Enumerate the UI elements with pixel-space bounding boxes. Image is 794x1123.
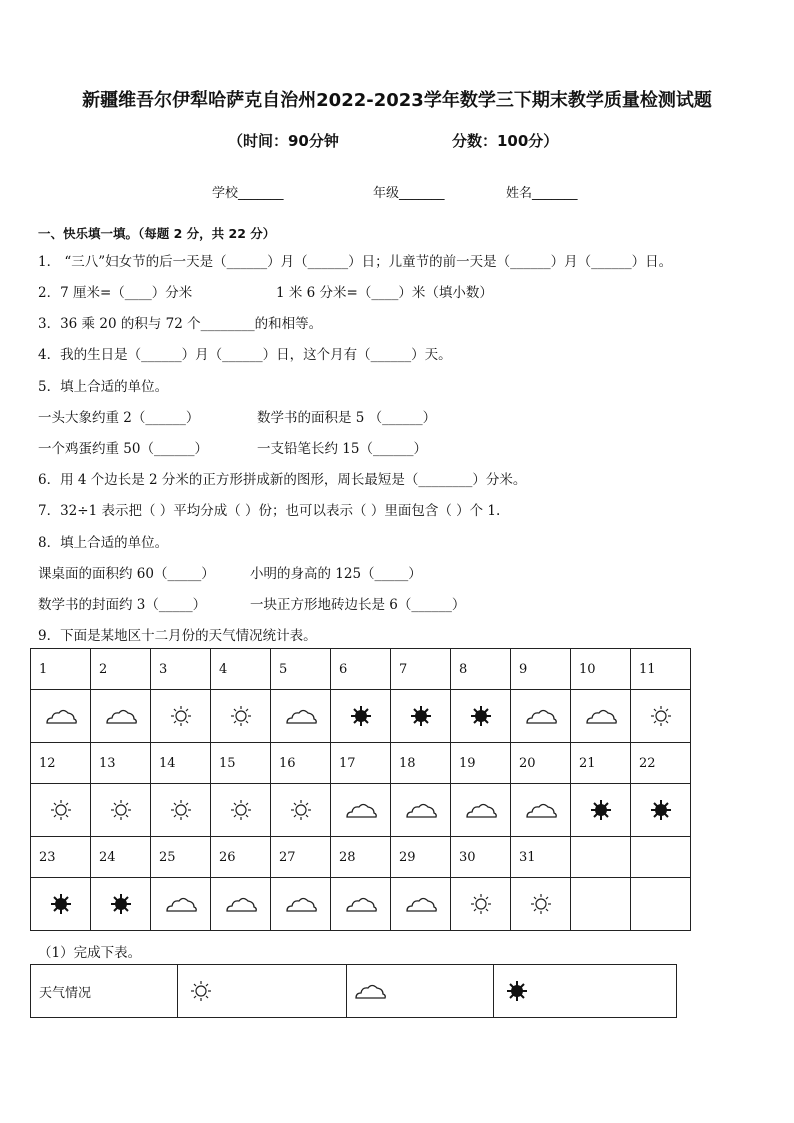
day-number-cell: 22 bbox=[631, 743, 691, 784]
day-number-cell: 14 bbox=[151, 743, 211, 784]
cloud-icon bbox=[164, 893, 198, 915]
weather-icon-cell bbox=[271, 690, 331, 743]
weather-icon-cell bbox=[211, 878, 271, 931]
day-number-cell: 10 bbox=[571, 649, 631, 690]
question-5b: 数学书的面积是 5 （______） bbox=[257, 410, 437, 426]
day-number-cell: 28 bbox=[331, 837, 391, 878]
snow-icon bbox=[584, 799, 618, 821]
cloud-icon bbox=[344, 893, 378, 915]
day-number-cell: 12 bbox=[31, 743, 91, 784]
day-number-cell: 24 bbox=[91, 837, 151, 878]
snow-icon bbox=[644, 799, 678, 821]
question-8d: 一块正方形地砖边长是 6（______） bbox=[250, 597, 466, 613]
question-6: 6．用 4 个边长是 2 分米的正方形拼成新的图形，周长最短是（________）分米。 bbox=[38, 472, 527, 488]
day-number-cell: 4 bbox=[211, 649, 271, 690]
summary-cell-sun[interactable] bbox=[178, 965, 347, 1018]
cloud-icon bbox=[284, 893, 318, 915]
day-number-cell: 8 bbox=[451, 649, 511, 690]
sun-icon bbox=[224, 799, 258, 821]
day-number-cell: 15 bbox=[211, 743, 271, 784]
sun-icon bbox=[164, 705, 198, 727]
name-field[interactable]: 姓名_______ bbox=[506, 186, 578, 201]
question-9-1: （1）完成下表。 bbox=[38, 945, 142, 961]
weather-icon-cell bbox=[331, 690, 391, 743]
sun-icon bbox=[44, 799, 78, 821]
school-field[interactable]: 学校_______ bbox=[212, 186, 284, 201]
summary-table bbox=[30, 964, 677, 1018]
day-number-cell: 5 bbox=[271, 649, 331, 690]
snow-icon bbox=[404, 705, 438, 727]
day-number-cell: 23 bbox=[31, 837, 91, 878]
question-1: 1． “三八”妇女节的后一天是（______）月（______）日；儿童节的前一天是（______）月（______）日。 bbox=[38, 254, 673, 270]
question-2b: 1 米 6 分米=（____）米（填小数） bbox=[276, 285, 493, 301]
weather-icon-cell bbox=[91, 878, 151, 931]
section-heading: 一、快乐填一填。（每题 2 分，共 22 分） bbox=[38, 226, 276, 241]
cloud-icon bbox=[404, 799, 438, 821]
sun-icon bbox=[644, 705, 678, 727]
summary-label: 天气情况 bbox=[31, 965, 178, 1018]
weather-icon-cell bbox=[451, 878, 511, 931]
page-title: 新疆维吾尔伊犁哈萨克自治州2022-2023学年数学三下期末教学质量检测试题 bbox=[82, 90, 712, 111]
snow-icon bbox=[464, 705, 498, 727]
question-5d: 一支铅笔长约 15（______） bbox=[257, 441, 427, 457]
sun-icon bbox=[104, 799, 138, 821]
weather-icon-cell bbox=[151, 784, 211, 837]
question-9: 9．下面是某地区十二月份的天气情况统计表。 bbox=[38, 628, 317, 644]
cloud-icon bbox=[524, 705, 558, 727]
question-3: 3．36 乘 20 的积与 72 个________的和相等。 bbox=[38, 316, 323, 332]
day-number-cell: 11 bbox=[631, 649, 691, 690]
day-number-cell: 13 bbox=[91, 743, 151, 784]
question-5c: 一个鸡蛋约重 50（______） bbox=[38, 441, 208, 457]
question-8c: 数学书的封面约 3（_____） bbox=[38, 597, 207, 613]
day-number-cell: 26 bbox=[211, 837, 271, 878]
day-number-cell: 20 bbox=[511, 743, 571, 784]
sun-icon bbox=[164, 799, 198, 821]
weather-table bbox=[30, 648, 691, 931]
weather-icon-cell bbox=[91, 690, 151, 743]
sun-icon bbox=[464, 893, 498, 915]
weather-icon-cell bbox=[571, 878, 631, 931]
day-number-cell: 29 bbox=[391, 837, 451, 878]
weather-icon-cell bbox=[31, 784, 91, 837]
day-number-cell: 27 bbox=[271, 837, 331, 878]
day-number-cell: 16 bbox=[271, 743, 331, 784]
question-5: 5．填上合适的单位。 bbox=[38, 379, 169, 395]
day-number-cell: 25 bbox=[151, 837, 211, 878]
weather-icon-cell bbox=[331, 784, 391, 837]
snow-icon bbox=[500, 980, 534, 1002]
day-number-cell bbox=[631, 837, 691, 878]
weather-icon-cell bbox=[91, 784, 151, 837]
question-8: 8．填上合适的单位。 bbox=[38, 535, 169, 551]
cloud-icon bbox=[353, 980, 387, 1002]
weather-icon-cell bbox=[511, 690, 571, 743]
snow-icon bbox=[44, 893, 78, 915]
snow-icon bbox=[104, 893, 138, 915]
cloud-icon bbox=[524, 799, 558, 821]
weather-icon-cell bbox=[391, 784, 451, 837]
cloud-icon bbox=[584, 705, 618, 727]
question-8a: 课桌面的面积约 60（_____） bbox=[38, 566, 215, 582]
day-number-cell: 1 bbox=[31, 649, 91, 690]
question-7: 7．32÷1 表示把（ ）平均分成（ ）份；也可以表示（ ）里面包含（ ）个 1. bbox=[38, 503, 501, 519]
question-2a: 2．7 厘米=（____）分米 bbox=[38, 285, 193, 301]
weather-icon-cell bbox=[631, 690, 691, 743]
weather-icon-cell bbox=[451, 690, 511, 743]
weather-icon-cell bbox=[151, 878, 211, 931]
cloud-icon bbox=[44, 705, 78, 727]
day-number-cell: 19 bbox=[451, 743, 511, 784]
grade-field[interactable]: 年级_______ bbox=[373, 186, 445, 201]
day-number-cell: 6 bbox=[331, 649, 391, 690]
weather-icon-cell bbox=[631, 878, 691, 931]
weather-icon-cell bbox=[211, 784, 271, 837]
weather-icon-cell bbox=[151, 690, 211, 743]
snow-icon bbox=[344, 705, 378, 727]
weather-icon-cell bbox=[511, 878, 571, 931]
day-number-cell: 18 bbox=[391, 743, 451, 784]
day-number-cell: 21 bbox=[571, 743, 631, 784]
weather-icon-cell bbox=[271, 878, 331, 931]
day-number-cell: 3 bbox=[151, 649, 211, 690]
day-number-cell: 31 bbox=[511, 837, 571, 878]
question-5a: 一头大象约重 2（______） bbox=[38, 410, 200, 426]
day-number-cell bbox=[571, 837, 631, 878]
exam-score: 分数：100分） bbox=[452, 132, 559, 150]
summary-cell-cloud[interactable] bbox=[347, 965, 494, 1018]
day-number-cell: 7 bbox=[391, 649, 451, 690]
weather-icon-cell bbox=[511, 784, 571, 837]
day-number-cell: 17 bbox=[331, 743, 391, 784]
weather-icon-cell bbox=[391, 690, 451, 743]
weather-icon-cell bbox=[451, 784, 511, 837]
weather-icon-cell bbox=[211, 690, 271, 743]
weather-icon-cell bbox=[31, 690, 91, 743]
weather-icon-cell bbox=[271, 784, 331, 837]
weather-icon-cell bbox=[331, 878, 391, 931]
day-number-cell: 2 bbox=[91, 649, 151, 690]
day-number-cell: 9 bbox=[511, 649, 571, 690]
cloud-icon bbox=[104, 705, 138, 727]
sun-icon bbox=[184, 980, 218, 1002]
sun-icon bbox=[284, 799, 318, 821]
cloud-icon bbox=[284, 705, 318, 727]
cloud-icon bbox=[344, 799, 378, 821]
weather-icon-cell bbox=[31, 878, 91, 931]
cloud-icon bbox=[464, 799, 498, 821]
question-4: 4．我的生日是（______）月（______）日，这个月有（______）天。 bbox=[38, 347, 452, 363]
question-8b: 小明的身高的 125（_____） bbox=[250, 566, 422, 582]
cloud-icon bbox=[404, 893, 438, 915]
weather-icon-cell bbox=[391, 878, 451, 931]
day-number-cell: 30 bbox=[451, 837, 511, 878]
weather-icon-cell bbox=[631, 784, 691, 837]
cloud-icon bbox=[224, 893, 258, 915]
sun-icon bbox=[224, 705, 258, 727]
exam-time: （时间：90分钟 bbox=[228, 132, 339, 150]
weather-icon-cell bbox=[571, 784, 631, 837]
weather-icon-cell bbox=[571, 690, 631, 743]
summary-cell-snow[interactable] bbox=[494, 965, 677, 1018]
sun-icon bbox=[524, 893, 558, 915]
